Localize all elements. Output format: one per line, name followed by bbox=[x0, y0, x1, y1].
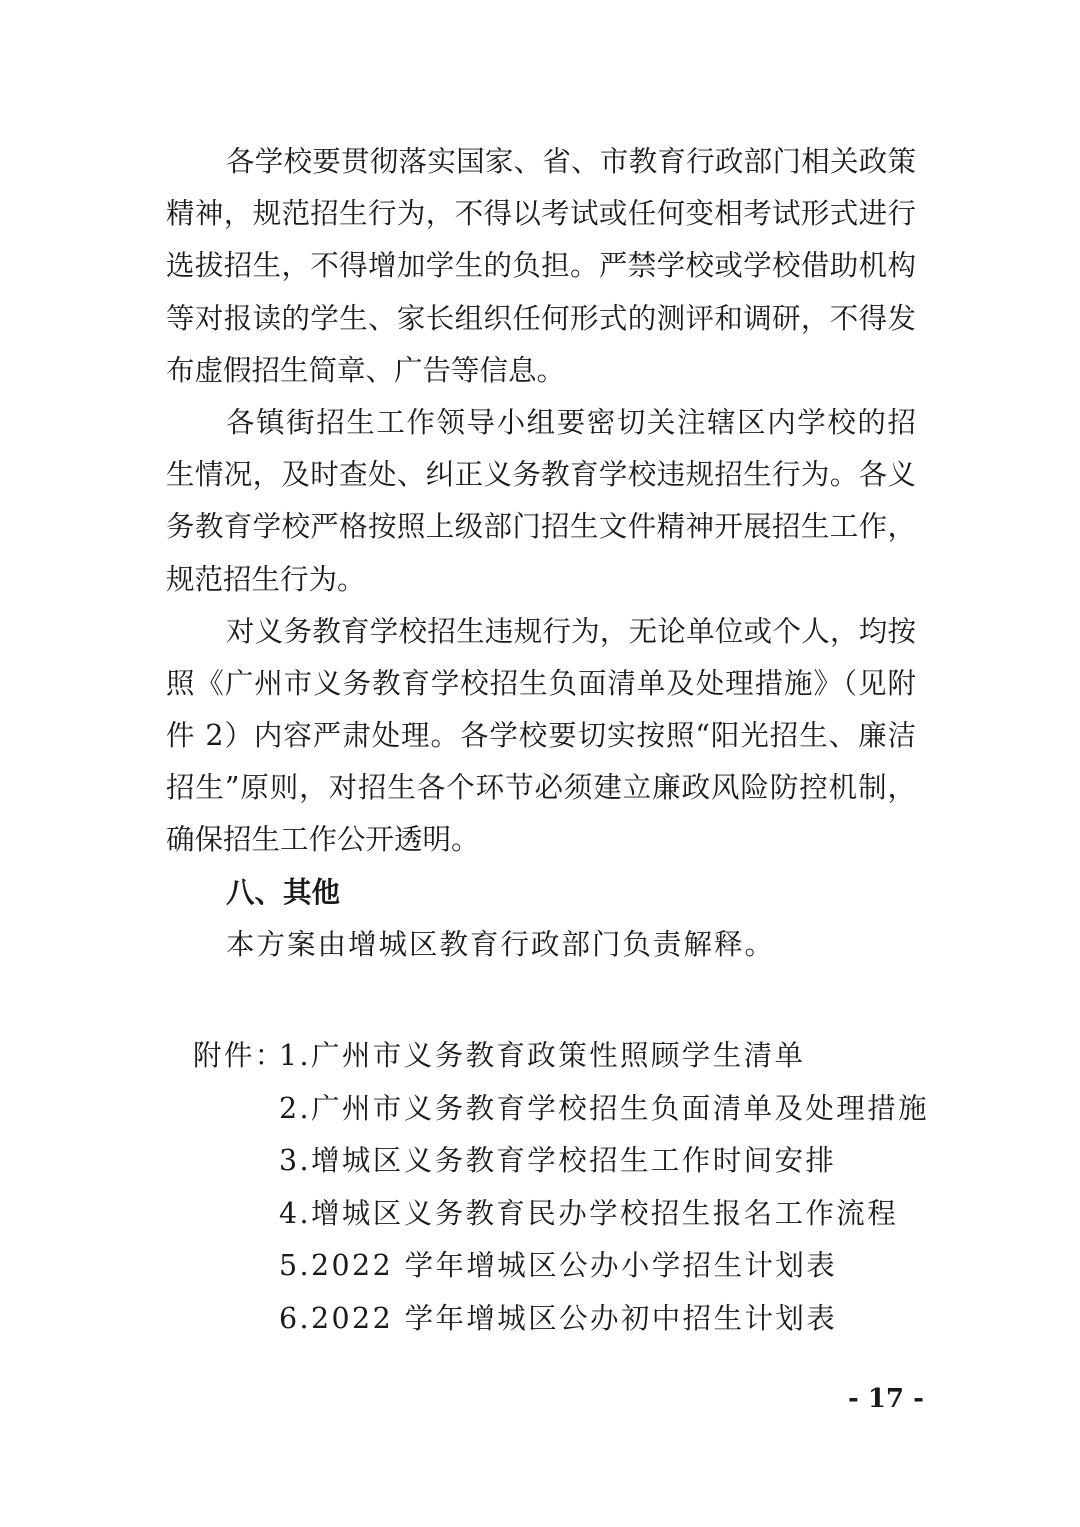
list-item bbox=[193, 1083, 929, 1136]
paragraph-town-supervision bbox=[166, 397, 916, 606]
text-line: 规范招生行为。 bbox=[166, 562, 366, 596]
text-line: 件 2）内容严肃处理。各学校要切实按照“阳光招生、廉洁 bbox=[166, 719, 916, 753]
section-text: 本方案由增城区教育行政部门负责解释。 bbox=[226, 927, 776, 961]
document-body bbox=[166, 136, 916, 971]
text-line: 务教育学校严格按照上级部门招生文件精神开展招生工作， bbox=[166, 510, 916, 544]
text-line: 生情况，及时查处、纠正义务教育学校违规招生行为。各义 bbox=[166, 458, 916, 492]
attachment-item: 6.2022 学年增城区公办初中招生计划表 bbox=[279, 1301, 838, 1335]
attachment-item: 2.广州市义务教育学校招生负面清单及处理措施 bbox=[279, 1091, 929, 1125]
list-item bbox=[193, 1030, 913, 1083]
attachment-item: 3.增城区义务教育学校招生工作时间安排 bbox=[279, 1144, 837, 1177]
paragraph-violation-handling bbox=[166, 606, 916, 867]
text-line: 等对报读的学生、家长组织任何形式的测评和调研，不得发 bbox=[166, 301, 916, 335]
text-line: 选拔招生，不得增加学生的负担。严禁学校或学校借助机构 bbox=[166, 249, 916, 283]
text-line: 照《广州市义务教育学校招生负面清单及处理措施》（见附 bbox=[166, 666, 916, 700]
list-item bbox=[193, 1188, 913, 1241]
text-line: 确保招生工作公开透明。 bbox=[166, 823, 480, 857]
text-line: 对义务教育学校招生违规行为，无论单位或个人，均按 bbox=[226, 614, 916, 648]
text-line: 招生”原则，对招生各个环节必须建立廉政风险防控机制， bbox=[166, 771, 916, 805]
text-line: 各学校要贯彻落实国家、省、市教育行政部门相关政策 bbox=[226, 145, 916, 178]
text-line: 精神，规范招生行为，不得以考试或任何变相考试形式进行 bbox=[166, 197, 916, 231]
section-heading: 八、其他 bbox=[226, 875, 341, 909]
page-number: - 17 - bbox=[848, 1384, 924, 1414]
paragraph-school-policy bbox=[166, 136, 916, 397]
list-item bbox=[193, 1240, 913, 1293]
list-item bbox=[193, 1293, 913, 1346]
list-item bbox=[193, 1135, 913, 1188]
attachment-item: 4.增城区义务教育民办学校招生报名工作流程 bbox=[279, 1196, 899, 1230]
attachment-item: 1.广州市义务教育政策性照顾学生清单 bbox=[279, 1039, 806, 1072]
attachments-label: 附件： bbox=[193, 1039, 286, 1072]
attachment-item: 5.2022 学年增城区公办小学招生计划表 bbox=[279, 1249, 838, 1282]
text-line: 布虚假招生简章、广告等信息。 bbox=[166, 353, 566, 387]
attachments-list bbox=[193, 1030, 929, 1345]
text-line: 各镇街招生工作领导小组要密切关注辖区内学校的招 bbox=[226, 405, 916, 439]
